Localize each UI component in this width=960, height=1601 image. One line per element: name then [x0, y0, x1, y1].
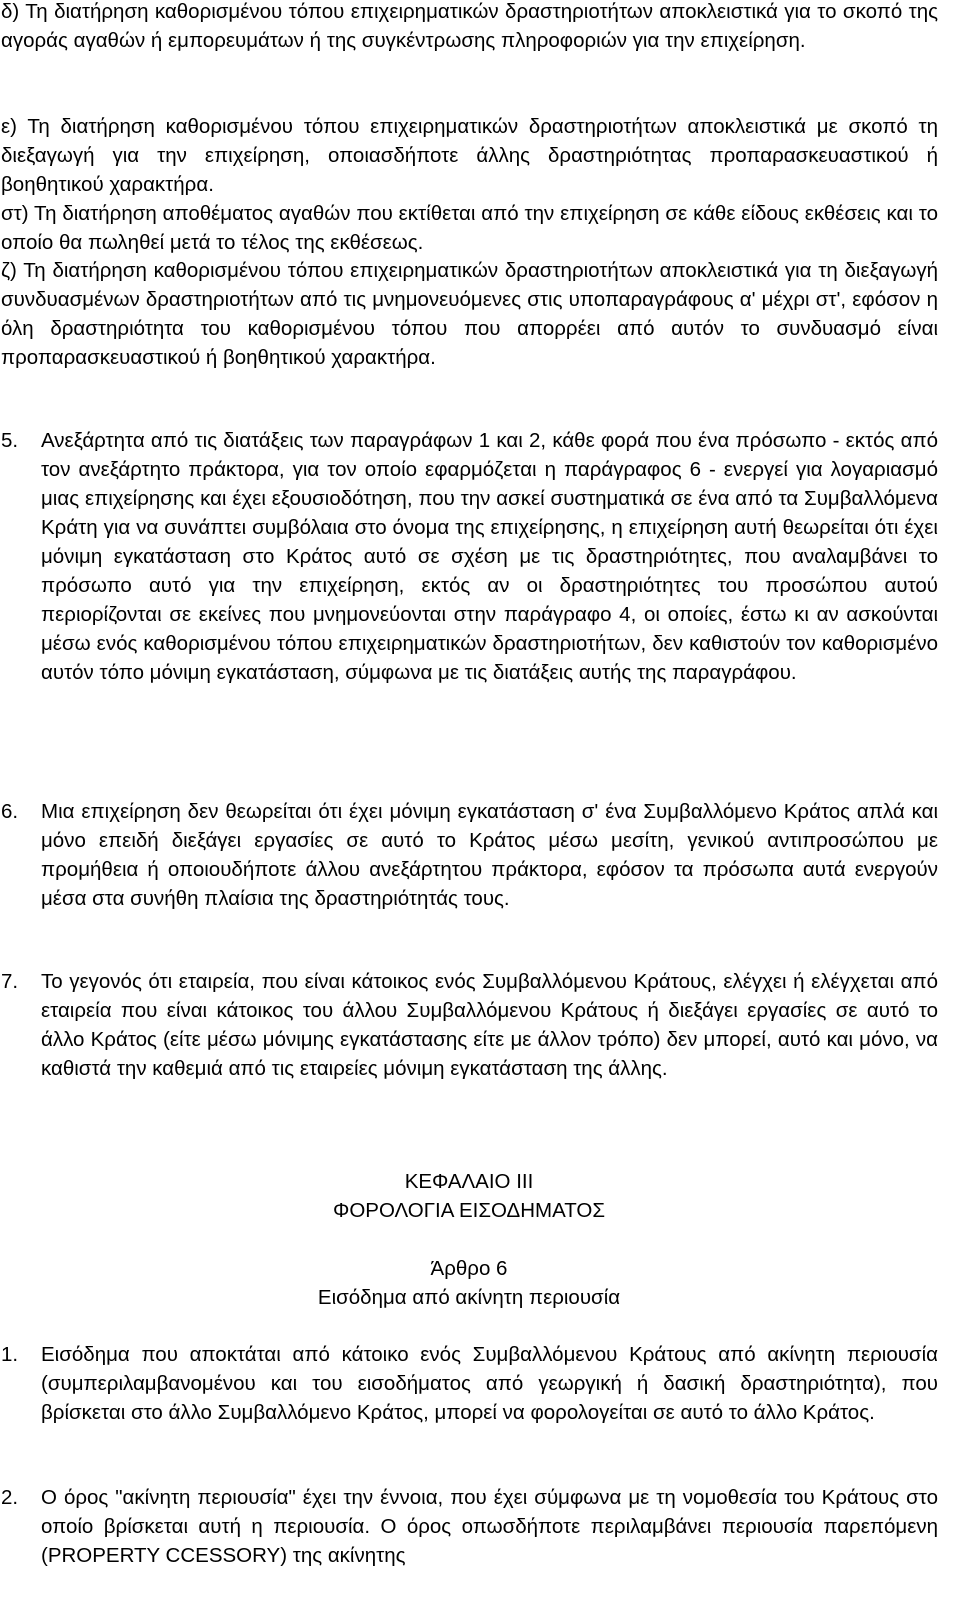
- paragraph-text: Μια επιχείρηση δεν θεωρείται ότι έχει μόνιμη εγκατάσταση σ' ένα Συμβαλλόμενο Κράτος απλά και μόνο επειδή διεξάγει εργασίες σε αυτό το Κράτος μέσω μεσίτη, γενικού αντιπροσώπου με προμήθεια ή οποιουδήποτε άλλου ανεξάρτητου πράκτορα, εφόσον τα πρόσωπα αυτά ενεργούν μέσα στα συνήθη πλαίσια της δραστηριότητάς τους.: [41, 800, 938, 910]
- article-paragraph-2: [0, 1483, 960, 1570]
- paragraph-number: 2.: [1, 1486, 19, 1509]
- paragraph-number: 6.: [1, 800, 19, 823]
- chapter-title: ΦΟΡΟΛΟΓΙΑ ΕΙΣΟΔΗΜΑΤΟΣ: [332, 1199, 606, 1222]
- paragraph-6: [0, 797, 960, 913]
- subparagraph-e: ε) Τη διατήρηση καθορισμένου τόπου επιχειρηματικών δραστηριοτήτων αποκλειστικά με σκοπό τη διεξαγωγή για την επιχείρηση, οποιασδήποτε άλλης δραστηριότητας προπαρασκευαστικού ή βοηθητικού χαρακτήρα.: [1, 115, 938, 196]
- article-label: Άρθρο 6: [430, 1257, 508, 1280]
- subparagraph-z: ζ) Τη διατήρηση καθορισμένου τόπου επιχειρηματικών δραστηριοτήτων αποκλειστικά για τη διεξαγωγή συνδυασμένων δραστηριοτήτων από τις μνημονευόμενες στις υποπαραγράφους α' μέχρι στ', εφόσον η όλη δραστηριότητα του καθορισμένου τόπου που απορρέει από αυτόν το συνδυασμό είναι προπαρασκευαστικού ή βοηθητικού χαρακτήρα.: [1, 259, 938, 369]
- chapter-label: ΚΕΦΑΛΑΙΟ ΙΙΙ: [404, 1170, 534, 1193]
- paragraph-text: Το γεγονός ότι εταιρεία, που είναι κάτοικος ενός Συμβαλλόμενου Κράτους, ελέγχει ή ελέγχεται από εταιρεία που είναι κάτοικος του άλλου Συμβαλλόμενου Κράτους ή διεξάγει εργασίες σε αυτό το άλλο Κράτος (είτε μέσω μόνιμης εγκατάστασης είτε με άλλον τρόπο) δεν μπορεί, αυτό και μόνο, να καθιστά την καθεμιά από τις εταιρείες μόνιμη εγκατάσταση της άλλης.: [41, 970, 938, 1080]
- paragraph-5: [0, 426, 960, 687]
- paragraph-number: 1.: [1, 1343, 19, 1366]
- article-title: Εισόδημα από ακίνητη περιουσία: [317, 1286, 621, 1309]
- paragraph-7: [0, 967, 960, 1083]
- paragraph-text: Ανεξάρτητα από τις διατάξεις των παραγράφων 1 και 2, κάθε φορά που ένα πρόσωπο - εκτός από τον ανεξάρτητο πράκτορα, για τον οποίο εφαρμόζεται η παράγραφος 6 - ενεργεί για λογαριασμό μιας επιχείρησης και έχει εξουσιοδότηση, που την ασκεί συστηματικά σε ένα από τα Συμβαλλόμενα Κράτη για να συνάπτει συμβόλαια στο όνομα της επιχείρησης, η επιχείρηση αυτή θεωρείται ότι έχει μόνιμη εγκατάσταση στο Κράτος αυτό σε σχέση με τις δραστηριότητες, που αναλαμβάνει το πρόσωπο αυτό για την επιχείρηση, εκτός αν οι δραστηριότητες του προσώπου αυτού περιορίζονται σε εκείνες που μνημονεύονται στην παράγραφο 4, οι οποίες, έστω κι αν ασκούνται μέσω ενός καθορισμένου τόπου επιχειρηματικών δραστηριοτήτων, δεν καθιστούν τον καθορισμένο αυτόν τόπο μόνιμη εγκατάσταση, σύμφωνα με τις διατάξεις αυτής της παραγράφου.: [41, 429, 938, 684]
- paragraph-text: Εισόδημα που αποκτάται από κάτοικο ενός Συμβαλλόμενου Κράτους από ακίνητη περιουσία (συμπεριλαμβανομένου και του εισοδήματος από γεωργική ή δασική δραστηριότητα), που βρίσκεται στο άλλο Συμβαλλόμενο Κράτος, μπορεί να φορολογείται σε αυτό το άλλο Κράτος.: [41, 1343, 938, 1424]
- subparagraph-d: δ) Τη διατήρηση καθορισμένου τόπου επιχειρηματικών δραστηριοτήτων αποκλειστικά για το σκοπό της αγοράς αγαθών ή εμπορευμάτων ή της συγκέντρωσης πληροφοριών για την επιχείρηση.: [1, 0, 938, 52]
- paragraph-number: 7.: [1, 970, 19, 993]
- subparagraph-st: στ) Τη διατήρηση αποθέματος αγαθών που εκτίθεται από την επιχείρηση σε κάθε είδους εκθέσεις και το οποίο θα πωληθεί μετά το τέλος της εκθέσεως.: [1, 202, 938, 254]
- paragraph-text: Ο όρος "ακίνητη περιουσία" έχει την έννοια, που έχει σύμφωνα με τη νομοθεσία του Κράτους στο οποίο βρίσκεται αυτή η περιουσία. Ο όρος οπωσδήποτε περιλαμβάνει περιουσία παρεπόμενη (PROPERTY CCESSORY) της ακίνητης: [41, 1486, 938, 1567]
- article-paragraph-1: [0, 1340, 960, 1427]
- paragraph-number: 5.: [1, 429, 19, 452]
